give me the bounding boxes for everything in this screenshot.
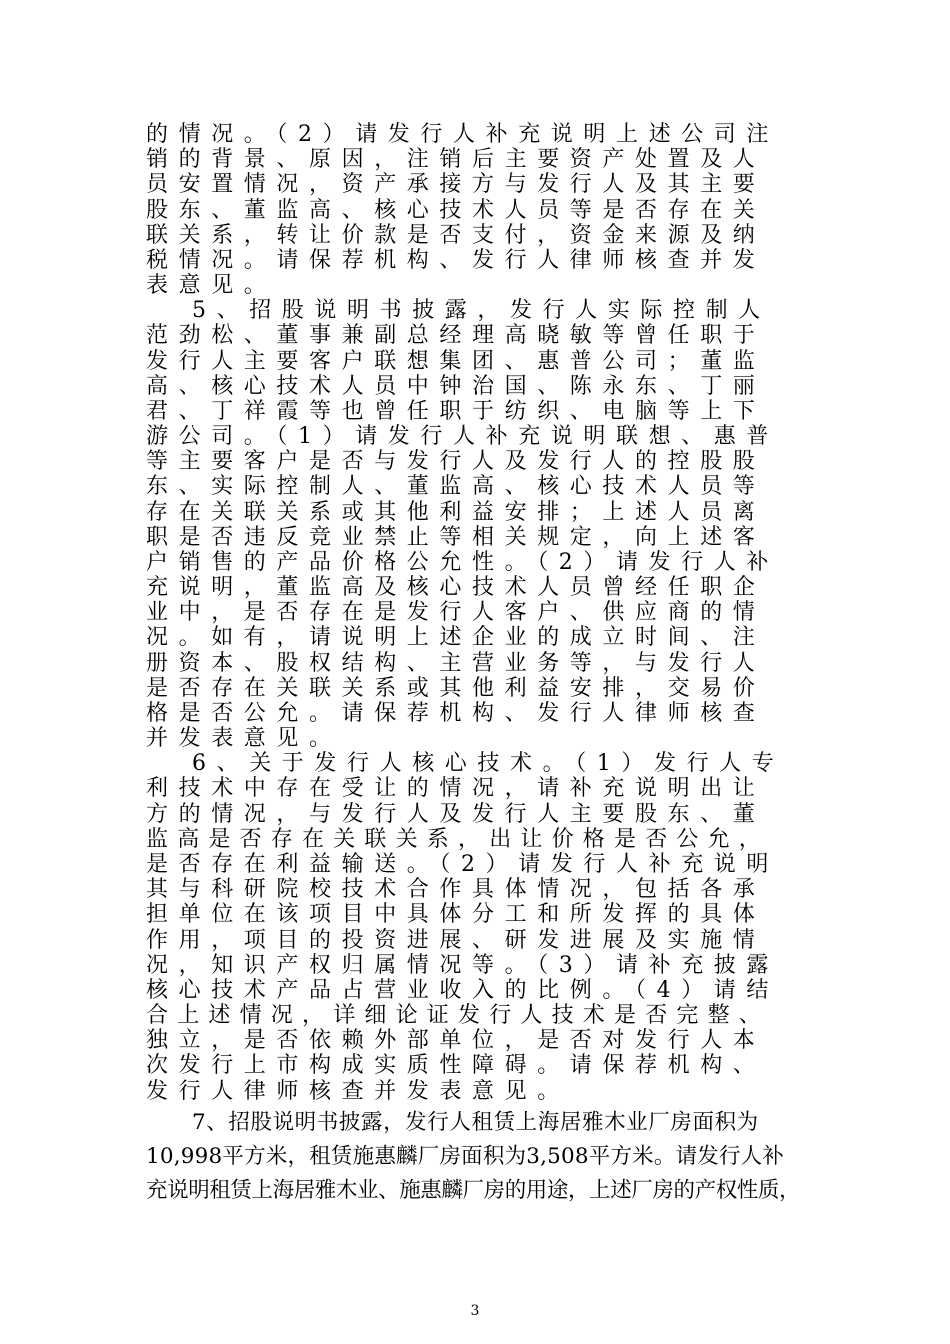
text-line: 次发行上市构成实质性障碍。请保荐机构、: [146, 1053, 766, 1078]
text-line: 方的情况，与发行人及发行人主要股东、董: [146, 802, 766, 827]
text-line: 并发表意见。: [146, 726, 342, 751]
text-line: 存在关联关系或其他利益安排；上述人员离: [146, 500, 766, 525]
text-line: 高、核心技术人员中钟治国、陈永东、丁丽: [146, 374, 766, 399]
text-line: 况，知识产权归属情况等。（3）请补充披露: [146, 953, 779, 978]
text-line: 是否存在关联关系或其他利益安排，交易价: [146, 676, 766, 701]
text-line: 员安置情况，资产承接方与发行人及其主要: [146, 172, 766, 197]
text-line: 作用，项目的投资进展、研发进展及实施情: [146, 928, 766, 953]
page-number: 3: [470, 1303, 480, 1319]
text-line: 等主要客户是否与发行人及发行人的控股股: [146, 449, 766, 474]
text-line: 东、实际控制人、董监高、核心技术人员等: [146, 474, 766, 499]
text-line: 业中，是否存在是发行人客户、供应商的情: [146, 600, 766, 625]
text-line: 其与科研院校技术合作具体情况，包括各承: [146, 877, 766, 902]
text-line: 君、丁祥霞等也曾任职于纺织、电脑等上下: [146, 399, 766, 424]
text-line: 合上述情况，详细论证发行人技术是否完整、: [146, 1003, 771, 1028]
paragraph-5-start: 5、招股说明书披露，发行人实际控制人: [192, 298, 771, 323]
text-line: 充说明租赁上海居雅木业、施惠麟厂房的用途，上述厂房的产权性质，: [146, 1178, 801, 1203]
text-line: 的情况。（2）请发行人补充说明上述公司注: [146, 122, 779, 147]
text-line: 监高是否存在关联关系，出让价格是否公允，: [146, 827, 771, 852]
text-line: 充说明，董监高及核心技术人员曾经任职企: [146, 575, 766, 600]
text-line: 况。如有，请说明上述企业的成立时间、注: [146, 625, 766, 650]
text-line: 独立，是否依赖外部单位，是否对发行人本: [146, 1028, 766, 1053]
text-line: 联关系，转让价款是否支付，资金来源及纳: [146, 223, 766, 248]
text-line: 格是否公允。请保荐机构、发行人律师核查: [146, 701, 766, 726]
text-line: 表意见。: [146, 273, 277, 298]
text-line: 利技术中存在受让的情况，请补充说明出让: [146, 776, 766, 801]
text-line: 是否存在利益输送。（2）请发行人补充说明: [146, 852, 779, 877]
text-line: 担单位在该项目中具体分工和所发挥的具体: [146, 902, 766, 927]
text-line: 职是否违反竞业禁止等相关规定，向上述客: [146, 525, 766, 550]
text-line: 税情况。请保荐机构、发行人律师核查并发: [146, 248, 766, 273]
text-line: 核心技术产品占营业收入的比例。（4）请结: [146, 978, 779, 1003]
text-line: 销的背景、原因，注销后主要资产处置及人: [146, 147, 766, 172]
text-line: 股东、董监高、核心技术人员等是否存在关: [146, 198, 766, 223]
text-line: 发行人主要客户联想集团、惠普公司；董监: [146, 349, 766, 374]
text-line: 户销售的产品价格公允性。（2）请发行人补: [146, 550, 779, 575]
text-line: 范劲松、董事兼副总经理高晓敏等曾任职于: [146, 323, 766, 348]
text-line: 游公司。（1）请发行人补充说明联想、惠普: [146, 424, 779, 449]
paragraph-7-start: 7、招股说明书披露，发行人租赁上海居雅木业厂房面积为: [192, 1110, 759, 1135]
text-line: 10,998平方米，租赁施惠麟厂房面积为3,508平方米。请发行人补: [146, 1144, 785, 1169]
text-line: 发行人律师核查并发表意见。: [146, 1079, 570, 1104]
paragraph-6-start: 6、关于发行人核心技术。（1）发行人专: [192, 751, 785, 776]
text-line: 册资本、股权结构、主营业务等，与发行人: [146, 651, 766, 676]
